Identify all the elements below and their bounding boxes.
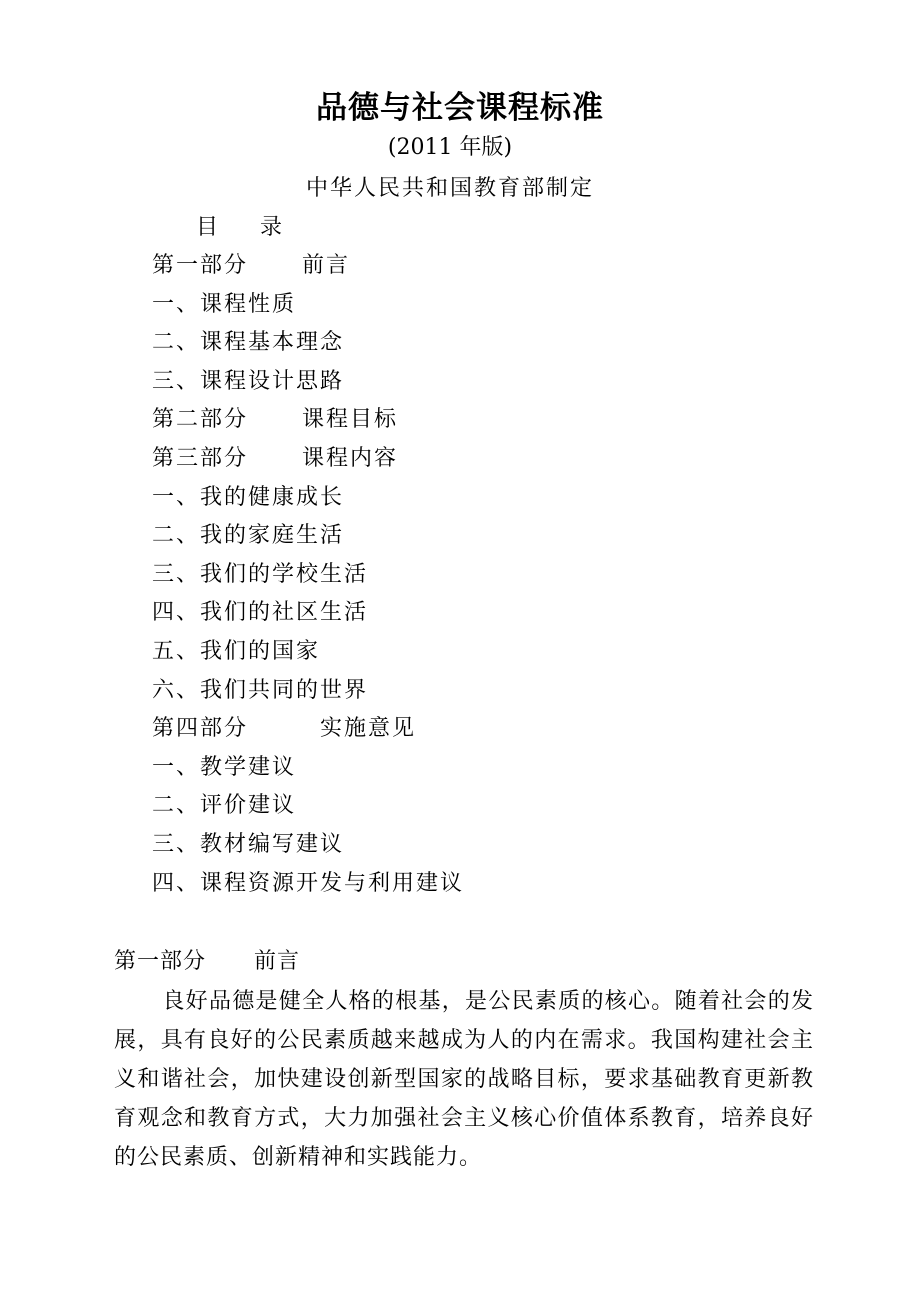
toc-item: 第四部分 实施意见 [152,716,416,742]
toc-item: 一、我的健康成长 [152,484,345,510]
toc-item: 第二部分 课程目标 [152,407,398,433]
table-of-contents [152,247,464,903]
document-issuer: 中华人民共和国教育部制定 [305,176,594,201]
toc-item: 一、教学建议 [152,754,297,780]
toc-item: 二、课程基本理念 [152,330,345,356]
toc-item: 三、我们的学校生活 [152,561,369,587]
toc-item: 第一部分 前言 [152,253,350,278]
document-edition: (2011 年版) [387,135,513,160]
toc-item: 三、课程设计思路 [152,368,345,394]
toc-item: 四、课程资源开发与利用建议 [152,870,465,896]
toc-item: 一、课程性质 [152,291,297,317]
document-title: 品德与社会课程标准 [316,90,604,126]
toc-item: 三、教材编写建议 [152,831,345,857]
toc-item: 二、评价建议 [152,793,297,819]
section-heading-preface: 第一部分 前言 [114,949,300,974]
toc-item: 二、我的家庭生活 [152,523,345,549]
toc-heading: 目 录 [196,215,282,240]
preface-paragraph: 良好品德是健全人格的根基，是公民素质的核心。随着社会的发展，具有良好的公民素质越来越成为人的内在需求。我国构建社会主义和谐社会，加快建设创新型国家的战略目标，要求基础教育更新教育观念和教育方式，大力加强社会主义核心价值体系教育，培养良好的公民素质、创新精神和实践能力。 [114,989,814,1170]
toc-item: 六、我们共同的世界 [152,677,369,703]
toc-item: 第三部分 课程内容 [152,445,398,471]
toc-item: 五、我们的国家 [152,638,321,664]
toc-item: 四、我们的社区生活 [152,600,369,626]
